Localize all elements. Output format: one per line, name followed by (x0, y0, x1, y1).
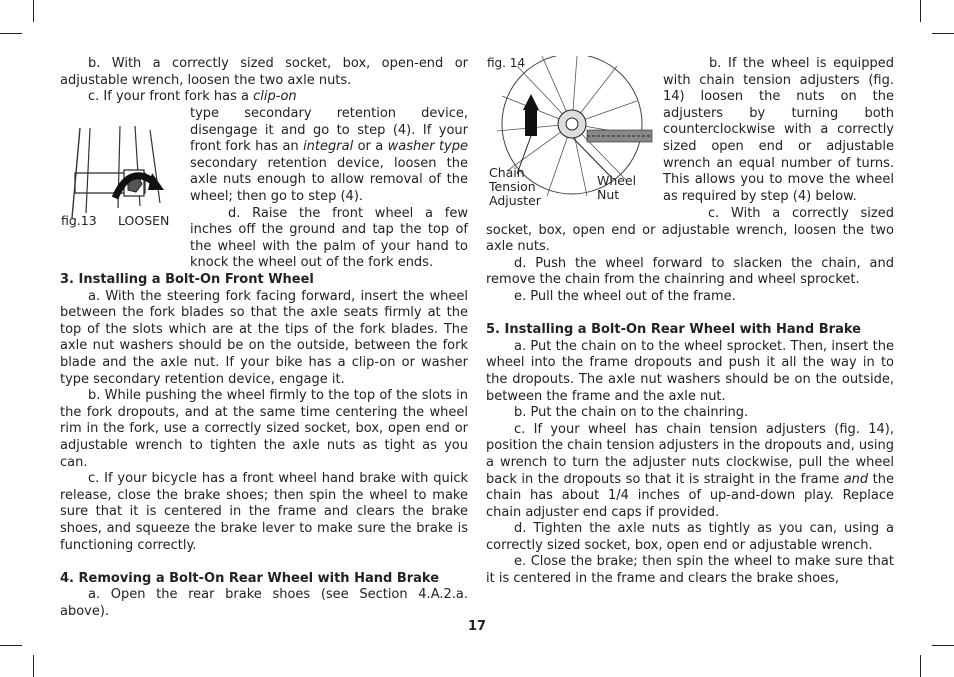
figure-13 (60, 118, 185, 233)
right-column (486, 206, 894, 588)
paragraph-right-d: d. Push the wheel forward to slacken the chain, and remove the chain from the chainring and wheel sprocket. (486, 255, 894, 288)
paragraph-right-c: c. With a correctly sized socket, box, open end or adjustable wrench, loosen the two axle nuts. (486, 206, 894, 255)
fig14-caption: fig. 14 (487, 56, 526, 70)
left-column-lower (60, 272, 468, 620)
paragraph-3c: c. If your bicycle has a front wheel hand brake with quick release, close the brake shoes; then spin the wheel to make sure that it is centered in the frame and clears the brake shoes, and squeeze the brake lever to make sure the brake is functioning correctly. (60, 471, 468, 553)
figure-14 (487, 56, 657, 210)
paragraph-2c-lead: c. If your front fork has a clip-on (88, 89, 297, 105)
page-number: 17 (467, 619, 487, 634)
fig13-caption: fig.13 (61, 213, 97, 228)
paragraph-5a: a. Put the chain on to the wheel sprocket. Then, insert the wheel into the frame dropouts and push it all the way in to the dropouts. The axle nut washers should be on the outside, between the frame and the axle nut. (486, 338, 894, 404)
crop-mark (932, 645, 954, 646)
heading-section-5: 5. Installing a Bolt-On Rear Wheel with Hand Brake (486, 322, 861, 338)
crop-mark (0, 645, 22, 646)
paragraph-2c-body: type secondary retention device, disengage it and go to step (4). If your front fork has an integral or a washer type secondary retention device, loosen the axle nuts enough to allow removal of the wheel; then go to step (4). (190, 106, 468, 204)
paragraph-2b: b. With a correctly sized socket, box, open-end or adjustable wrench, loosen the two axle nuts. (60, 56, 468, 88)
paragraph-5e: e. Close the brake; then spin the wheel to make sure that it is centered in the frame and clears the brake shoes, (486, 554, 894, 587)
paragraph-3b: b. While pushing the wheel firmly to the top of the slots in the fork dropouts, and at the same time centering the wheel rim in the fork, use a correctly sized socket, box, open end or adjustable wrench to tighten the axle nuts as tight as you can. (60, 388, 468, 470)
left-wrap-text (190, 106, 468, 272)
paragraph-5c: c. If your wheel has chain tension adjusters (fig. 14), position the chain tension adjusters in the dropouts and, using a wrench to turn the adjuster nuts clockwise, pull the wheel back in the dropouts so that it is straight in the frame and the chain has about 1/4 inches of up-and-down play. Replace chain adjuster end caps if provided. (486, 421, 894, 520)
paragraph-5d: d. Tighten the axle nuts as tightly as you can, using a correctly sized socket, box, open end or adjustable wrench. (486, 521, 894, 553)
fig14-chain-tension-label: Chain Tension Adjuster (489, 165, 541, 208)
fig13-loosen-label: LOOSEN (118, 213, 170, 228)
paragraph-2d: d. Raise the front wheel a few inches off the ground and tap the top of the wheel with the palm of your hand to knock the wheel out of the fork ends. (190, 205, 468, 271)
right-wrap-text (663, 56, 894, 205)
heading-section-4: 4. Removing a Bolt-On Rear Wheel with Hand Brake (60, 570, 440, 586)
crop-mark (33, 655, 34, 677)
fig14-wheel-nut-label: Wheel Nut (597, 173, 637, 202)
paragraph-5b: b. Put the chain on to the chainring. (514, 405, 749, 421)
paragraph-right-e: e. Pull the wheel out of the frame. (514, 288, 736, 304)
crop-mark (920, 655, 921, 677)
paragraph-3a: a. With the steering fork facing forward, insert the wheel between the fork blades so that the axle seats firmly at the top of the slots which are at the tips of the fork blades. The axle nut washers should be on the outside, between the fork blade and the axle nut. If your bike has a clip-on or washer type secondary retention device, engage it. (60, 288, 468, 387)
paragraph-right-b: b. If the wheel is equipped with chain tension adjusters (fig. 14) loosen the nuts on the adjusters by turning both counterclockwise with a correctly sized open end or adjustable wrench an equal number of turns. This allows you to move the wheel as required by step (4) below. (663, 56, 894, 204)
paragraph-4a: a. Open the rear brake shoes (see Section 4.A.2.a. above). (60, 587, 468, 619)
left-column (60, 56, 468, 106)
crop-mark (920, 0, 921, 22)
crop-mark (932, 33, 954, 34)
crop-mark (33, 0, 34, 22)
heading-section-3: 3. Installing a Bolt-On Front Wheel (60, 272, 314, 287)
crop-mark (0, 33, 22, 34)
